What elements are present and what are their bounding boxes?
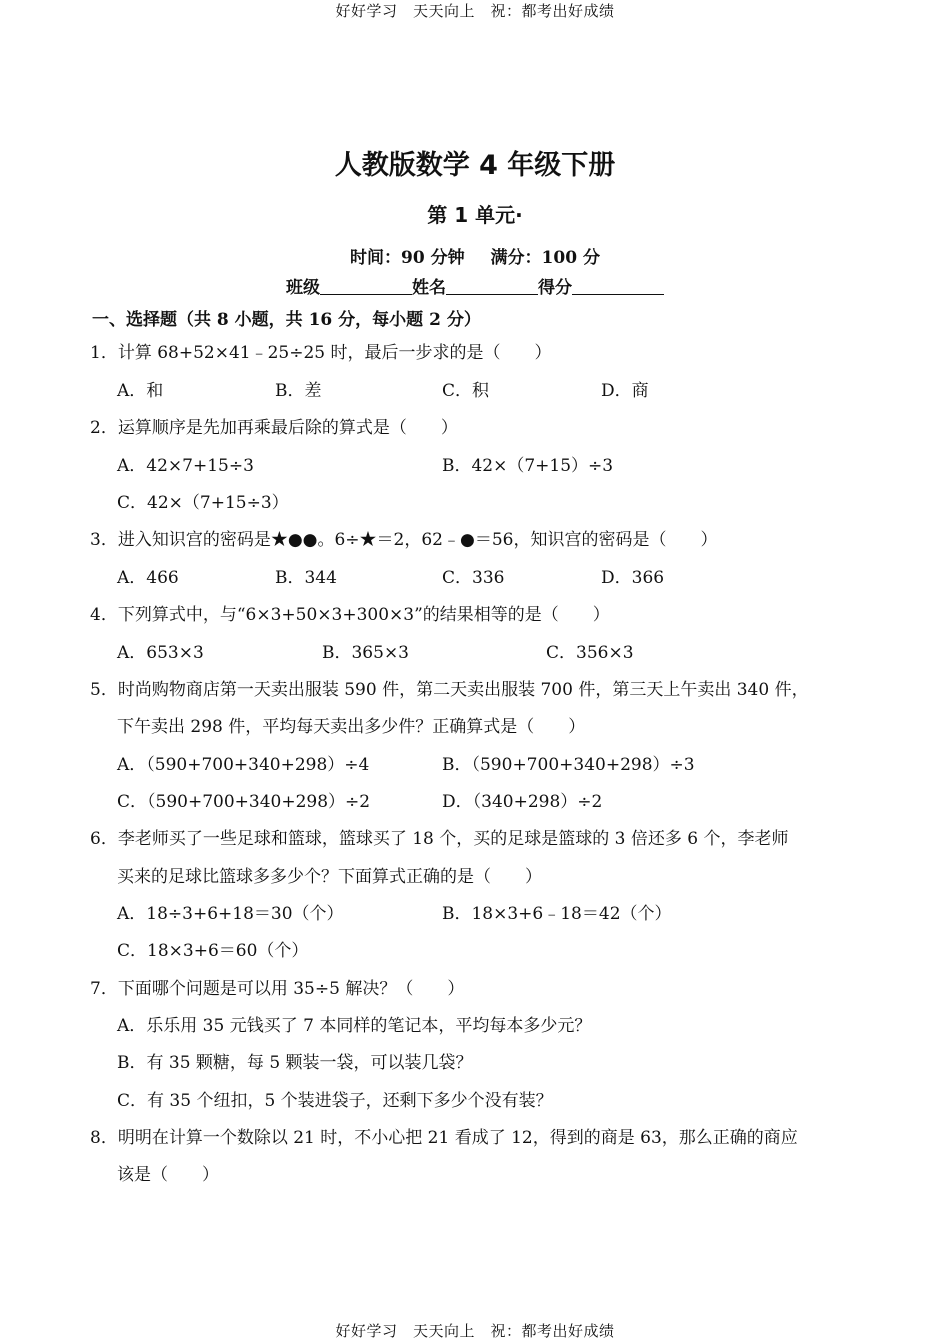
exam-time: 时间：90 分钟 — [350, 248, 465, 268]
page-footer: 好好学习 天天向上 祝：都考出好成绩 — [335, 1322, 615, 1340]
question-1: 1．计算 68+52×41﹣25÷25 时，最后一步求的是（ ） — [90, 343, 552, 363]
question-1-option-c: C．积 — [442, 381, 490, 401]
question-5: 5．时尚购物商店第一天卖出服装 590 件，第二天卖出服装 700 件，第三天上午卖出 340 件， — [90, 680, 809, 700]
question-5-option-d: D．（340+298）÷2 — [442, 792, 603, 812]
question-3-option-b: B．344 — [275, 568, 337, 588]
question-7-option-c: C．有 35 个纽扣，5 个装进袋子，还剩下多少个没有装？ — [117, 1091, 553, 1111]
question-4-option-a: A．653×3 — [117, 643, 204, 663]
page-title: 人教版数学 4 年级下册 — [334, 150, 616, 181]
question-6-option-c: C．18×3+6＝60（个） — [117, 941, 309, 961]
question-2: 2．运算顺序是先加再乘最后除的算式是（ ） — [90, 418, 458, 438]
question-2-option-c: C．42×（7+15÷3） — [117, 493, 289, 513]
question-7-option-b: B．有 35 颗糖，每 5 颗装一袋，可以装几袋？ — [117, 1053, 473, 1073]
section-heading: 一、选择题（共 8 小题，共 16 分，每小题 2 分） — [92, 310, 481, 330]
question-6-option-b: B．18×3+6﹣18＝42（个） — [442, 904, 672, 924]
exam-meta — [0, 243, 950, 268]
question-1-option-d: D．商 — [601, 381, 649, 401]
question-6-continued: 买来的足球比篮球多多少个？下面算式正确的是（ ） — [117, 867, 542, 887]
question-8-continued: 该是（ ） — [117, 1165, 219, 1185]
question-1-option-b: B．差 — [275, 381, 322, 401]
score-label: 得分 — [538, 278, 572, 298]
name-label: 姓名 — [412, 278, 446, 298]
question-5-option-c: C．（590+700+340+298）÷2 — [117, 792, 371, 812]
page-header: 好好学习 天天向上 祝：都考出好成绩 — [335, 2, 615, 20]
exam-full-score: 满分：100 分 — [490, 248, 600, 268]
question-3-option-c: C．336 — [442, 568, 505, 588]
student-info-line — [0, 273, 950, 298]
question-3-option-d: D．366 — [601, 568, 665, 588]
question-4-option-c: C．356×3 — [546, 643, 634, 663]
question-2-option-b: B．42×（7+15）÷3 — [442, 456, 614, 476]
question-3: 3．进入知识宫的密码是★●●。6÷★＝2，62﹣●＝56，知识宫的密码是（ ） — [90, 530, 718, 550]
question-4-option-b: B．365×3 — [322, 643, 410, 663]
score-blank — [572, 276, 664, 295]
question-2-option-a: A．42×7+15÷3 — [117, 456, 254, 476]
name-blank — [446, 276, 538, 295]
class-label: 班级 — [286, 278, 320, 298]
unit-subtitle: 第 1 单元· — [427, 203, 523, 227]
question-6-option-a: A．18÷3+6+18＝30（个） — [117, 904, 344, 924]
question-8: 8．明明在计算一个数除以 21 时，不小心把 21 看成了 12，得到的商是 63，那么正确的商应 — [90, 1128, 798, 1148]
question-5-option-b: B．（590+700+340+298）÷3 — [442, 755, 695, 775]
question-3-option-a: A．466 — [117, 568, 179, 588]
question-6: 6．李老师买了一些足球和篮球，篮球买了 18 个，买的足球是篮球的 3 倍还多 6 个，李老师 — [90, 829, 789, 849]
question-1-option-a: A．和 — [117, 381, 164, 401]
question-7: 7．下面哪个问题是可以用 35÷5 解决？（ ） — [90, 979, 465, 999]
question-5-option-a: A．（590+700+340+298）÷4 — [117, 755, 370, 775]
question-7-option-a: A．乐乐用 35 元钱买了 7 本同样的笔记本，平均每本多少元？ — [117, 1016, 592, 1036]
question-4: 4．下列算式中，与“6×3+50×3+300×3”的结果相等的是（ ） — [90, 605, 610, 625]
class-blank — [320, 276, 412, 295]
question-5-continued: 下午卖出 298 件，平均每天卖出多少件？正确算式是（ ） — [117, 717, 586, 737]
